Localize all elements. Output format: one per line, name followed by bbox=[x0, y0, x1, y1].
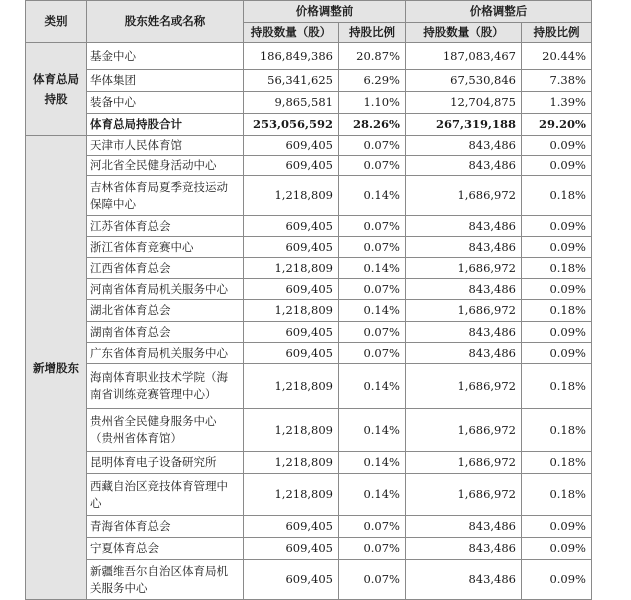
after-qty: 67,530,846 bbox=[406, 70, 522, 92]
table-row bbox=[26, 452, 592, 474]
after-pct: 1.39% bbox=[522, 92, 592, 114]
table-row bbox=[26, 216, 592, 237]
holder-name: 江苏省体育总会 bbox=[87, 216, 244, 237]
before-qty: 1,218,809 bbox=[244, 176, 339, 216]
after-pct: 20.44% bbox=[522, 43, 592, 70]
before-pct: 0.14% bbox=[339, 409, 406, 452]
after-qty: 843,486 bbox=[406, 156, 522, 176]
after-pct: 0.09% bbox=[522, 216, 592, 237]
after-pct: 0.09% bbox=[522, 322, 592, 343]
holder-name: 广东省体育局机关服务中心 bbox=[87, 343, 244, 364]
after-pct: 0.09% bbox=[522, 343, 592, 364]
holder-name: 天津市人民体育馆 bbox=[87, 136, 244, 156]
after-qty: 1,686,972 bbox=[406, 300, 522, 322]
after-qty: 843,486 bbox=[406, 216, 522, 237]
before-qty: 1,218,809 bbox=[244, 258, 339, 279]
after-qty: 843,486 bbox=[406, 322, 522, 343]
table-row bbox=[26, 279, 592, 300]
after-qty: 843,486 bbox=[406, 136, 522, 156]
after-pct: 0.18% bbox=[522, 364, 592, 409]
before-pct: 28.26% bbox=[339, 114, 406, 136]
before-qty: 56,341,625 bbox=[244, 70, 339, 92]
table-row bbox=[26, 237, 592, 258]
before-qty: 1,218,809 bbox=[244, 474, 339, 516]
holder-name: 华体集团 bbox=[87, 70, 244, 92]
table-row bbox=[26, 364, 592, 409]
after-pct: 29.20% bbox=[522, 114, 592, 136]
header-before-adjust: 价格调整前 bbox=[244, 1, 406, 23]
header-after-shares-ratio: 持股比例 bbox=[522, 23, 592, 43]
after-qty: 1,686,972 bbox=[406, 474, 522, 516]
header-after-adjust: 价格调整后 bbox=[406, 1, 592, 23]
after-qty: 843,486 bbox=[406, 237, 522, 258]
after-pct: 0.09% bbox=[522, 560, 592, 600]
before-qty: 1,218,809 bbox=[244, 409, 339, 452]
before-qty: 186,849,386 bbox=[244, 43, 339, 70]
header-holder-name: 股东姓名或名称 bbox=[87, 1, 244, 43]
before-qty: 1,218,809 bbox=[244, 452, 339, 474]
holder-name: 海南体育职业技术学院（海南省训练竞赛管理中心） bbox=[87, 364, 244, 409]
after-pct: 0.09% bbox=[522, 279, 592, 300]
after-qty: 843,486 bbox=[406, 343, 522, 364]
before-qty: 1,218,809 bbox=[244, 364, 339, 409]
before-qty: 609,405 bbox=[244, 343, 339, 364]
before-pct: 1.10% bbox=[339, 92, 406, 114]
after-pct: 0.18% bbox=[522, 300, 592, 322]
after-pct: 0.18% bbox=[522, 474, 592, 516]
before-qty: 609,405 bbox=[244, 237, 339, 258]
after-qty: 843,486 bbox=[406, 560, 522, 600]
table-row bbox=[26, 322, 592, 343]
before-pct: 0.07% bbox=[339, 322, 406, 343]
holder-name: 体育总局持股合计 bbox=[87, 114, 244, 136]
table-row bbox=[26, 560, 592, 600]
holder-name: 湖南省体育总会 bbox=[87, 322, 244, 343]
before-qty: 609,405 bbox=[244, 322, 339, 343]
holder-name: 青海省体育总会 bbox=[87, 516, 244, 538]
holder-name: 河南省体育局机关服务中心 bbox=[87, 279, 244, 300]
holder-name: 浙江省体育竞赛中心 bbox=[87, 237, 244, 258]
holder-name: 河北省全民健身活动中心 bbox=[87, 156, 244, 176]
before-pct: 0.07% bbox=[339, 516, 406, 538]
after-qty: 1,686,972 bbox=[406, 258, 522, 279]
after-qty: 12,704,875 bbox=[406, 92, 522, 114]
before-pct: 0.07% bbox=[339, 538, 406, 560]
table-row bbox=[26, 43, 592, 70]
before-pct: 0.14% bbox=[339, 474, 406, 516]
before-pct: 0.07% bbox=[339, 156, 406, 176]
before-qty: 609,405 bbox=[244, 136, 339, 156]
table-row bbox=[26, 343, 592, 364]
after-qty: 1,686,972 bbox=[406, 409, 522, 452]
shareholding-table bbox=[25, 0, 592, 600]
holder-name: 吉林省体育局夏季竞技运动保障中心 bbox=[87, 176, 244, 216]
header-before-shares-count: 持股数量（股） bbox=[244, 23, 339, 43]
before-pct: 6.29% bbox=[339, 70, 406, 92]
table-row bbox=[26, 92, 592, 114]
before-pct: 0.07% bbox=[339, 237, 406, 258]
before-qty: 609,405 bbox=[244, 156, 339, 176]
after-qty: 1,686,972 bbox=[406, 364, 522, 409]
holder-name: 昆明体育电子设备研究所 bbox=[87, 452, 244, 474]
before-pct: 0.07% bbox=[339, 136, 406, 156]
after-pct: 0.18% bbox=[522, 409, 592, 452]
before-pct: 0.14% bbox=[339, 452, 406, 474]
holder-name: 新疆维吾尔自治区体育局机关服务中心 bbox=[87, 560, 244, 600]
before-pct: 0.14% bbox=[339, 176, 406, 216]
after-pct: 0.18% bbox=[522, 452, 592, 474]
table-row bbox=[26, 409, 592, 452]
after-qty: 267,319,188 bbox=[406, 114, 522, 136]
table-row bbox=[26, 70, 592, 92]
table-row bbox=[26, 176, 592, 216]
before-qty: 609,405 bbox=[244, 560, 339, 600]
after-qty: 1,686,972 bbox=[406, 176, 522, 216]
after-pct: 0.09% bbox=[522, 538, 592, 560]
before-qty: 253,056,592 bbox=[244, 114, 339, 136]
before-pct: 0.07% bbox=[339, 560, 406, 600]
before-pct: 0.14% bbox=[339, 258, 406, 279]
header-after-shares-count: 持股数量（股） bbox=[406, 23, 522, 43]
table-row bbox=[26, 516, 592, 538]
holder-name: 湖北省体育总会 bbox=[87, 300, 244, 322]
before-qty: 609,405 bbox=[244, 516, 339, 538]
group-new-holders: 新增股东 bbox=[26, 136, 87, 600]
after-pct: 0.09% bbox=[522, 516, 592, 538]
before-pct: 0.14% bbox=[339, 364, 406, 409]
after-pct: 0.18% bbox=[522, 258, 592, 279]
before-qty: 609,405 bbox=[244, 279, 339, 300]
holder-name: 贵州省全民健身服务中心（贵州省体育馆） bbox=[87, 409, 244, 452]
after-pct: 0.18% bbox=[522, 176, 592, 216]
before-qty: 1,218,809 bbox=[244, 300, 339, 322]
holder-name: 西藏自治区竞技体育管理中心 bbox=[87, 474, 244, 516]
holder-name: 宁夏体育总会 bbox=[87, 538, 244, 560]
before-qty: 9,865,581 bbox=[244, 92, 339, 114]
after-pct: 0.09% bbox=[522, 136, 592, 156]
header-category: 类别 bbox=[26, 1, 87, 43]
after-pct: 0.09% bbox=[522, 156, 592, 176]
table-row-total bbox=[26, 114, 592, 136]
table-row bbox=[26, 136, 592, 156]
after-qty: 1,686,972 bbox=[406, 452, 522, 474]
header-before-shares-ratio: 持股比例 bbox=[339, 23, 406, 43]
before-pct: 0.07% bbox=[339, 216, 406, 237]
after-qty: 843,486 bbox=[406, 538, 522, 560]
table-row bbox=[26, 156, 592, 176]
before-qty: 609,405 bbox=[244, 538, 339, 560]
group-sports-bureau: 体育总局持股 bbox=[26, 43, 87, 136]
before-pct: 0.07% bbox=[339, 279, 406, 300]
before-pct: 20.87% bbox=[339, 43, 406, 70]
table-row bbox=[26, 300, 592, 322]
holder-name: 装备中心 bbox=[87, 92, 244, 114]
before-pct: 0.07% bbox=[339, 343, 406, 364]
before-pct: 0.14% bbox=[339, 300, 406, 322]
holder-name: 基金中心 bbox=[87, 43, 244, 70]
table-row bbox=[26, 538, 592, 560]
after-qty: 843,486 bbox=[406, 279, 522, 300]
after-qty: 843,486 bbox=[406, 516, 522, 538]
table-row bbox=[26, 258, 592, 279]
after-qty: 187,083,467 bbox=[406, 43, 522, 70]
after-pct: 0.09% bbox=[522, 237, 592, 258]
holder-name: 江西省体育总会 bbox=[87, 258, 244, 279]
table-row bbox=[26, 474, 592, 516]
before-qty: 609,405 bbox=[244, 216, 339, 237]
after-pct: 7.38% bbox=[522, 70, 592, 92]
